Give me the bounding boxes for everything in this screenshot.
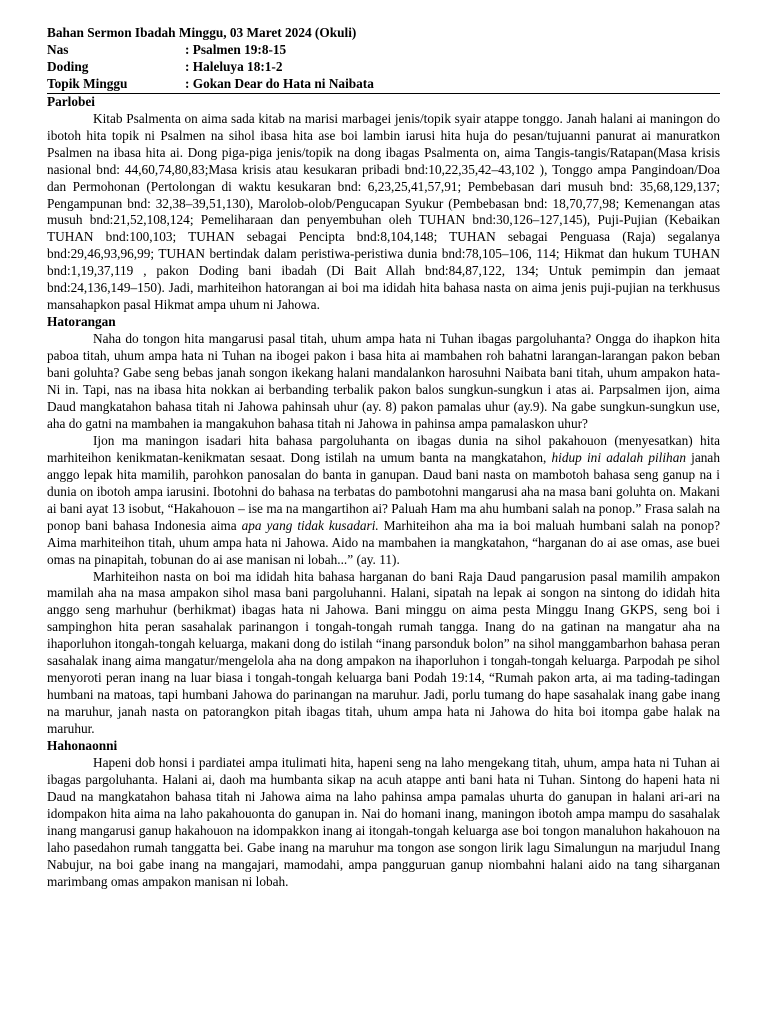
text-run: janah anggo lepak hita mamilih, parohkon panosalan do banta in ganupan. Daud bani nasta on mambotoh bahasa seng ganup na i dunia on ibotoh ampa iarusini. Ibotohni do bahasa na terbatas do pambotohni mangarusi aha na masa bani goluhta on. Makani ai bani ayat 13 isobut, “Hakahouon – ise ma na mangartihon ai? Paluah Ham ma ahu humbani salah na ponop.” Frasa salah na ponop bani bahasa Indonesia aima [47, 449, 720, 533]
paragraph: Naha do tongon hita mangarusi pasal titah, uhum ampa hata ni Tuhan ibagas pargoluhanta? Ongga do ihapkon hita paboa titah, uhum ampa hata ni Tuhan na ibogei pakon i basa hita ai mambahen roh bahatni larangan-larangan pakon beban bani goluhta? Gabe seng bebas janah songon ikekang halani mandalankon harosuhni Naibata bani titah, uhum ampakon hata-Ni in. Tapi, nas na ibasa hita nokkan ai berbanding terbalik pakon balos sungkun-sungkun i atas ai. Parpsalmen ijon, aima Daud mangkatahon bahasa titah ni Jahowa pahinsah uhur (ay. 8) pakon pamalas uhur (ay.9). Na gabe sungkun-sungkun use, aha do gatni na mambahen ia mangakuhon bahasa titah ni Jahowa in pahinsa ampa pamalaskon uhur? [47, 331, 720, 431]
header-key: Topik Minggu [47, 75, 128, 91]
text-run: Marhiteihon aha ma ia boi maluah humbani salah na ponop? Aima marhiteihon titah, uhum ampa hata ni Jahowa. Aido na mambahen ia mangkatahon, “harganan do ai ase omas, ase buei omas na pinapitah, tobunan do ai ase manisan ni lobah...” (ay. 11). [47, 517, 720, 567]
header-key: Doding [47, 58, 89, 74]
text-run: Ijon ma maningon isadari hita bahasa pargoluhanta on ibagas dunia na sihol pakahouon (menyesatkan) hita marhiteihon kenikmatan-kenikmatan sesaat. Dong istilah na umum banta na mangkatahon, [47, 432, 720, 465]
paragraph [47, 433, 720, 569]
header-row-topik [47, 76, 720, 94]
header-key: Nas [47, 41, 69, 57]
paragraph: Kitab Psalmenta on aima sada kitab na marisi marbagei jenis/topik syair atappe tonggo. Janah halani ai maningon do ibotoh hita topik ni Psalmen na sihol ibasa hita ase boi lambin iarusi hita huja do pesan/tujuanni panurat ai manuratkon Psalmen na ibasa hita ai. Dong piga-piga jenis/topik na dong ibagas Psalmenta on, aima Tangis-tangis/Ratapan(Masa krisis nasional bnd: 44,60,74,80,83;Masa krisis atau kesukaran pribadi bnd:10,22,35,42–43,102 ), Tonggo ampa Pangindoan/Doa dan Permohonan (Pertolongan di waktu kesukaran bnd: 6,23,25,41,57,91; Pembebasan dari musuh bnd: 35,68,129,137; Pengampunan bnd: 32,38–39,51,130), Marolob-olob/Pengucapan Syukur (Pembebasan bnd: 18,70,77,98; Kemenangan atas musuh bnd:21,52,108,124; Pemeliharaan dan penyembuhan oleh TUHAN bnd:30,126–127,145), Puji-Pujian (Kebaikan TUHAN bnd:100,103; TUHAN sebagai Pencipta bnd:8,104,148; TUHAN sebagai Penguasa (Raja) segalanya bnd:29,46,93,96,99; TUHAN bertindak dalam peristiwa-peristiwa dunia bnd:78,105–106, 114; Hikmat dan hukum TUHAN bnd:1,19,37,119 , pakon Doding bani ibadah (Di Bait Allah bnd:84,87,122, 134; Untuk pemimpin dan jemaat bnd:24,136,149–150). Jadi, marhiteihon hatorangan ai boi ma ididah hita bahasa nasta on aima jenis puji-pujian na terkhusus mansahapkon pasal Hikmat ampa uhum ni Jahowa. [47, 110, 720, 313]
paragraph: Marhiteihon nasta on boi ma ididah hita bahasa harganan do bani Raja Daud pangarusion pasal mamilih ampakon mamilah aha na masa ampakon sihol masa bani pargoluhanni. Halani, sipatah na lepak ai songon na sintong do ididah hita anggo seng marhuhur (berhikmat) ibagas hata ni Jahowa. Bani minggu on aima pesta Minggu Inang GKPS, seng boi i sampinghon hita peran sasahalak parinangon i tongah-tongah rumah tangga. Inang do na gatinan na mangatur aha na ihaporluhon itongah-tongah keluarga, makani dong do istilah “inang parsonduk bolon” na sihol manggambarhon bahasa peran sasahalak inang aima mangatur/mengelola aha na dong ampakon na ihaporluhon i tongah-tongah keluarga. Parpodah pe sihol menyoroti peran inang na luar biasa i tongah-tongah keluarga bani Podah 19:14, “Rumah pakon arta, ai ma tading-tadingan humbani na matoas, tapi humbani Jahowa do parinangan na maruhur. Jadi, porlu tumang do hape sasahalak inang gabe inang na maruhur, janah nasta on patorangkon pitah ibagas titah, uhum ampa hata ni Jahowa do hita boi itompa gabe halak na maruhur. [47, 568, 720, 737]
italic-phrase: hidup ini adalah pilihan [551, 449, 686, 465]
header-row-doding [47, 59, 720, 76]
section-heading-hatorangan: Hatorangan [47, 314, 116, 330]
section-heading-hahonaonni: Hahonaonni [47, 738, 118, 754]
italic-phrase: apa yang tidak kusadari. [241, 517, 379, 533]
document-title: Bahan Sermon Ibadah Minggu, 03 Maret 2024 (Okuli) [47, 25, 357, 40]
paragraph: Hapeni dob honsi i pardiatei ampa itulimati hita, hapeni seng na laho mengekang titah, uhum, ampa hata ni Tuhan ai ibagas pargoluhanta. Halani ai, daoh ma humbanta sikap na acuh atappe anti bani hata ni Tuhan. Sintong do hapeni hata ni Daud na mangkatahon bahasa titah ni Jahowa aima na laho pahinsa ampa pamalas uhurta do ganupan in halani ari-ari na idompakon hita aima na laho pakahouonta do ganupan in. Nai do homani inang, maningon ibotoh ampa mampu do sasahalak inang mangarusi ganup hakahouon na idompakkon inang ai itongah-tongah keluarga ase boi tongon manaluhon hakahouon na laho pasedahon rumah tanggatta bei. Gabe inang na maruhur ma tongon ase songon lirik lagu Simalungun na marjudul Inang Nabujur, na boi gabe inang na mangajari, mamodahi, ampa pangguruan ganup niombahni halani aido na tang siharganan marimbang omas ampakon manisan ni lobah. [47, 754, 720, 889]
header-value: : Haleluya 18:1-2 [185, 58, 283, 74]
header-value: : Psalmen 19:8-15 [185, 41, 287, 57]
section-heading-parlobei: Parlobei [47, 93, 96, 109]
header-row-nas [47, 42, 720, 59]
header-value: : Gokan Dear do Hata ni Naibata [185, 75, 374, 91]
